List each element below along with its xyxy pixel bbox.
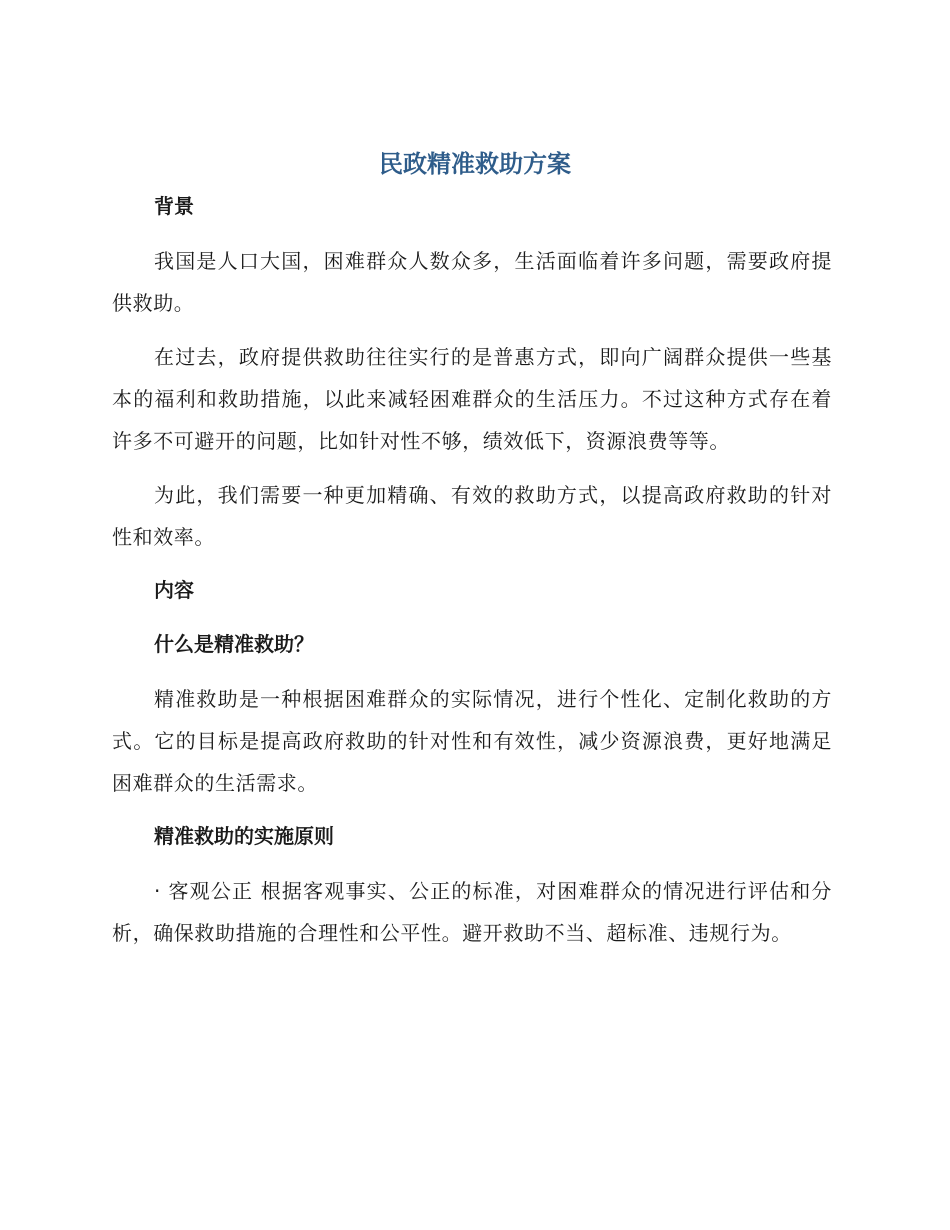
- section-heading-background: 背景: [154, 194, 194, 218]
- subheading-principles: 精准救助的实施原则: [154, 824, 334, 848]
- subheading-what-is: 什么是精准救助？: [154, 632, 314, 656]
- paragraph-background-2: 在过去，政府提供救助往往实行的是普惠方式，即向广阔群众提供一些基本的福利和救助措施，以此来减轻困难群众的生活压力。不过这种方式存在着许多不可避开的问题，比如针对性不够，绩效低下，资源浪费等等。: [112, 345, 832, 453]
- paragraph-background-3: 为此，我们需要一种更加精确、有效的救助方式，以提高政府救助的针对性和效率。: [112, 483, 832, 549]
- paragraph-principle-objective: · 客观公正 根据客观事实、公正的标准，对困难群众的情况进行评估和分析，确保救助措施的合理性和公平性。避开救助不当、超标准、违规行为。: [112, 879, 832, 945]
- section-heading-content: 内容: [154, 578, 194, 602]
- paragraph-definition: 精准救助是一种根据困难群众的实际情况，进行个性化、定制化救助的方式。它的目标是提高政府救助的针对性和有效性，减少资源浪费，更好地满足困难群众的生活需求。: [112, 687, 832, 795]
- document-body: [112, 186, 832, 966]
- paragraph-background-1: 我国是人口大国，困难群众人数众多，生活面临着许多问题，需要政府提供救助。: [112, 249, 832, 315]
- document-title: 民政精准救助方案: [379, 150, 571, 178]
